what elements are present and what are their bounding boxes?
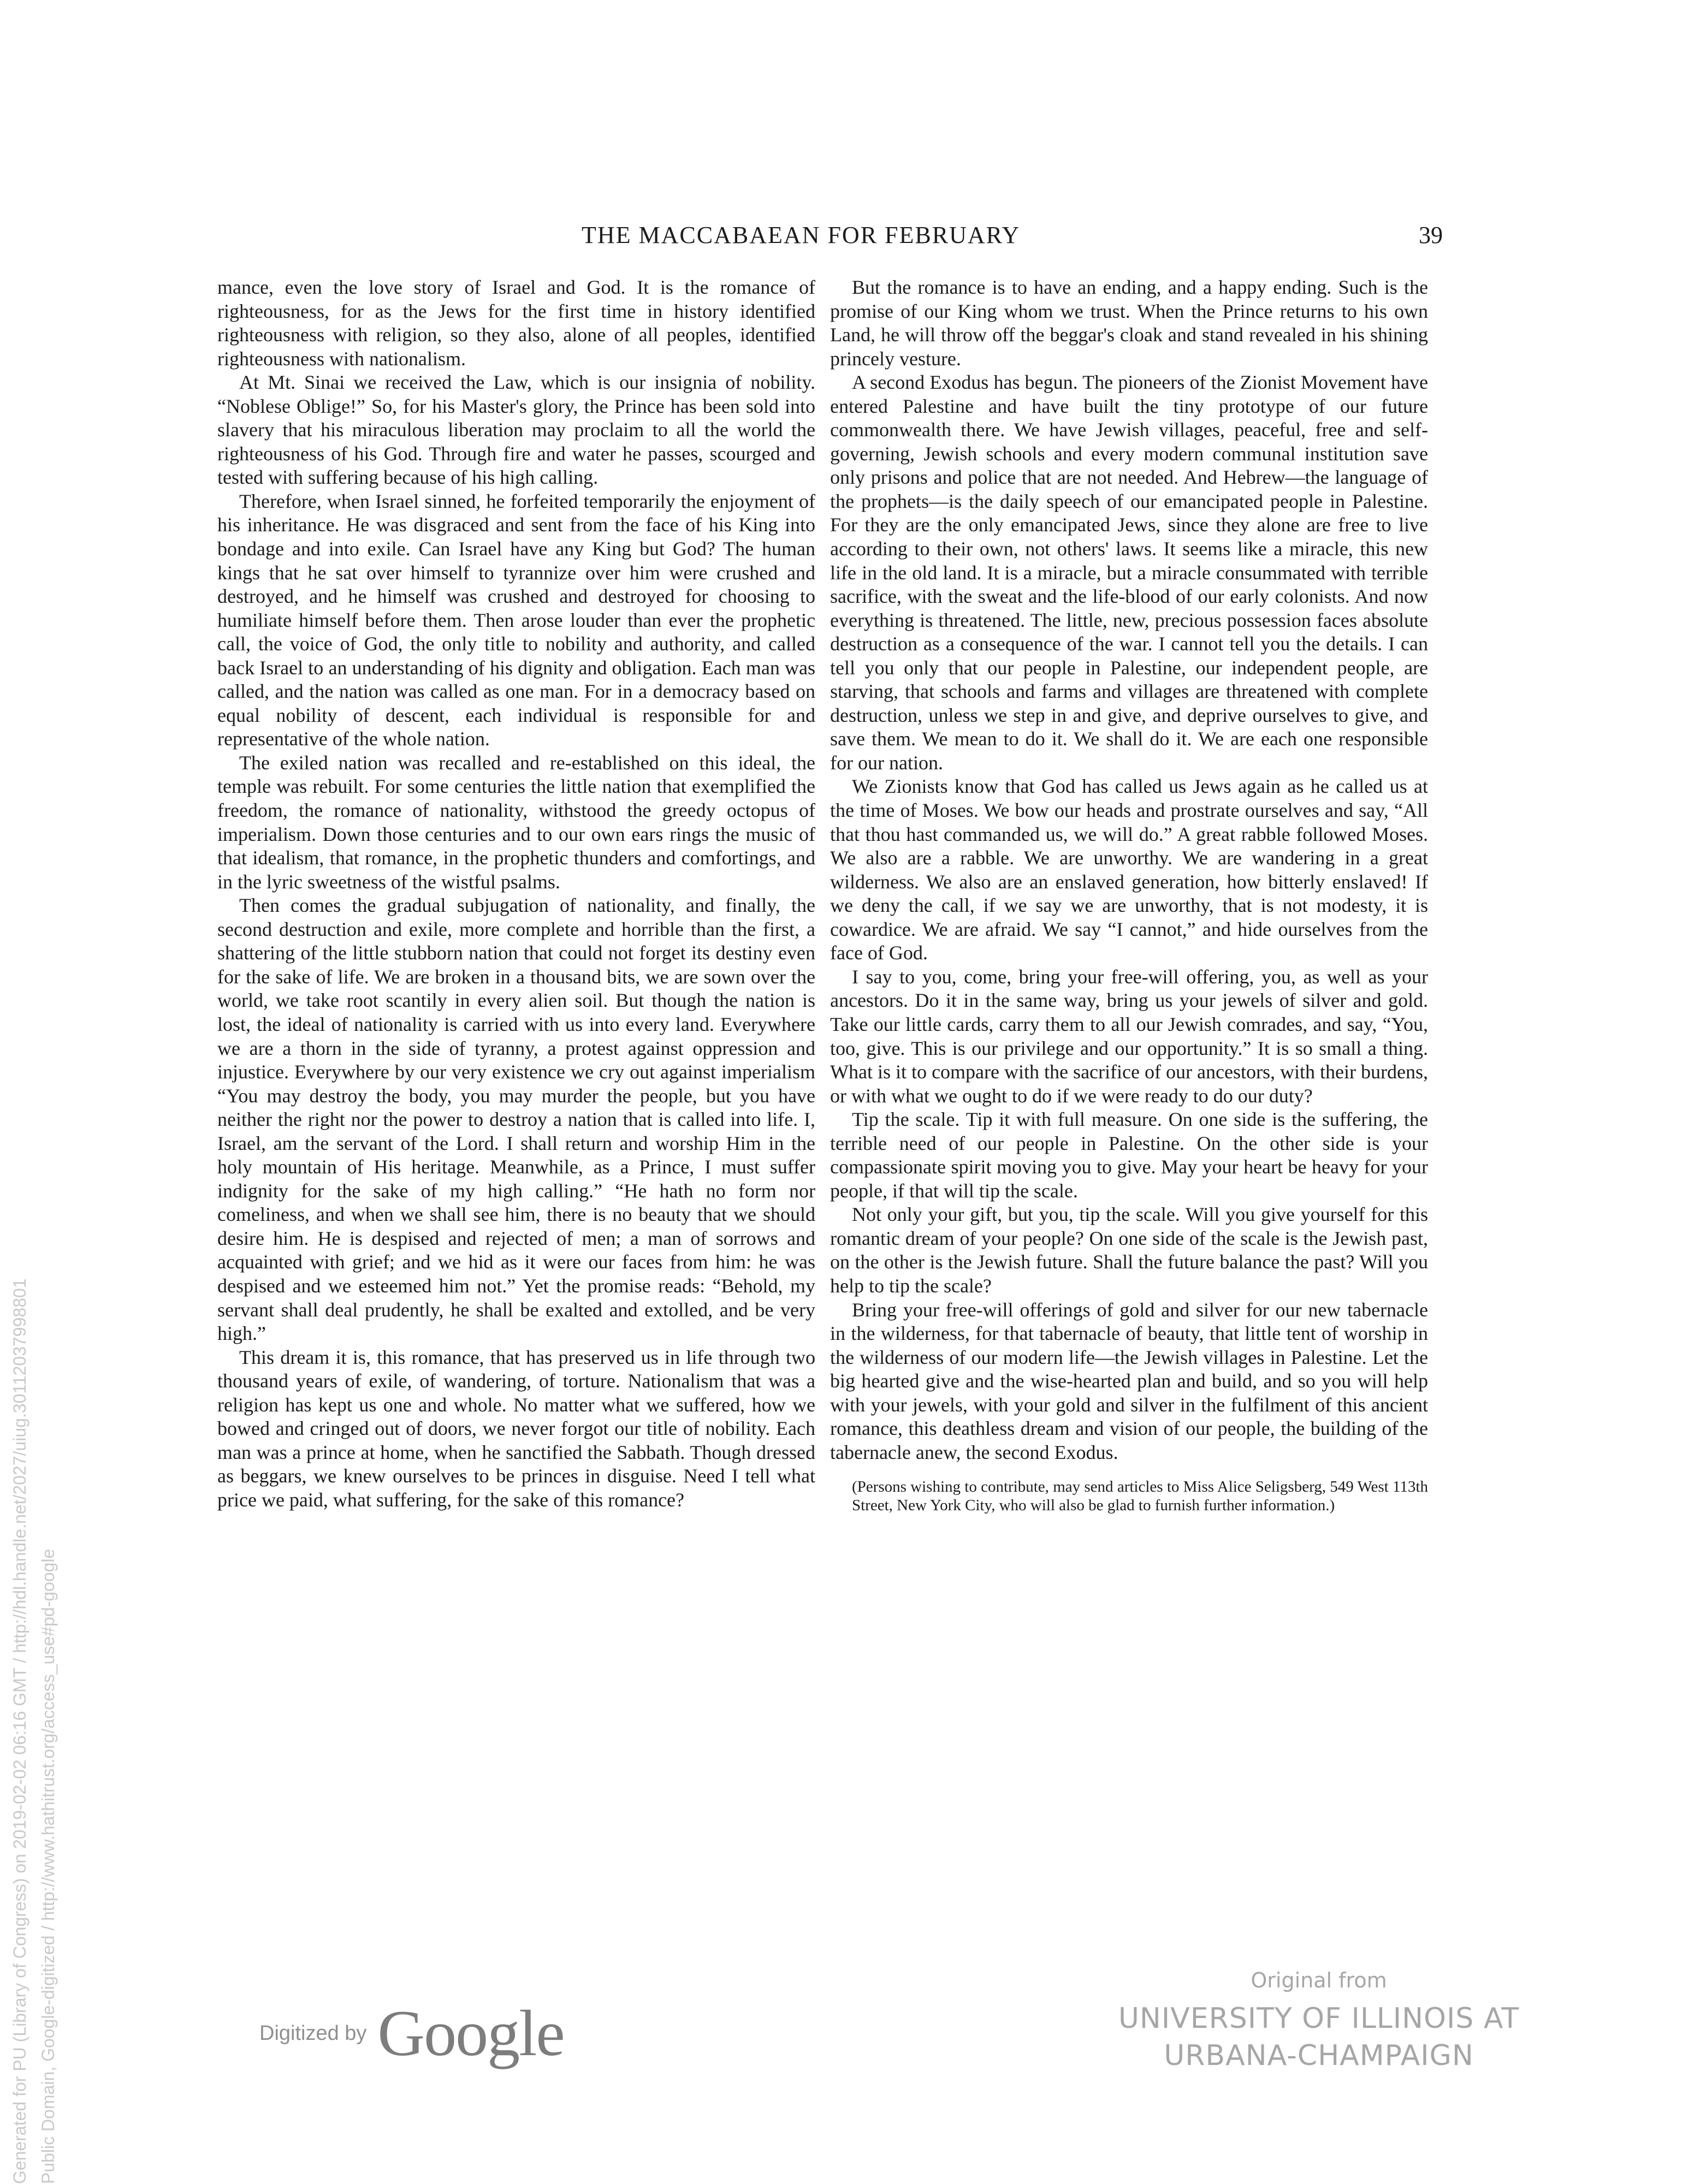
paragraph: At Mt. Sinai we received the Law, which is our insignia of nobility. “Noblese Oblige!” So, for his Master's glory, the Prince has been sold into slavery that his miraculous liberation may proclaim to all the world the righteousness of his God. Through fire and water he passes, scourged and tested with suffering because of his high calling. (217, 371, 815, 489)
paragraph: Bring your free-will offerings of gold and silver for our new tabernacle in the wilderness, for that tabernacle of beauty, that little tent of worship in the wilderness of our modern life—the Jewish villages in Palestine. Let the big hearted give and the wise-hearted plan and build, and so you will help with your jewels, with your gold and silver in the fulfilment of this ancient romance, this deathless dream and vision of our people, the building of the tabernacle anew, the second Exodus. (830, 1298, 1428, 1463)
watermark-line-2: Public Domain, Google-digitized / http://www.hathitrust.org/access_use#pd-google (38, 1548, 58, 2184)
paragraph: A second Exodus has begun. The pioneers of the Zionist Movement have entered Palestine and have built the tiny prototype of our future commonwealth there. We have Jewish villages, peaceful, free and self-governing, Jewish schools and every modern communal institution save only prisons and police that are not needed. And Hebrew—the language of the prophets—is the daily speech of our emancipated people in Palestine. For they are the only emancipated Jews, since they alone are free to live according to their own, not others' laws. It seems like a miracle, this new life in the old land. It is a miracle, but a miracle consummated with terrible sacrifice, with the sweat and the life-blood of our early colonists. And now everything is threatened. The little, new, precious possession faces absolute destruction as a consequence of the war. I cannot tell you the details. I can tell you only that our people in Palestine, our independent people, are starving, that schools and farms and villages are threatened with complete destruction, unless we step in and give, and deprive ourselves to give, and save them. We mean to do it. We shall do it. We are each one responsible for our nation. (830, 371, 1428, 774)
google-logo: Google (377, 1997, 564, 2069)
original-from-mark (1062, 1968, 1576, 2072)
paragraph: We Zionists know that God has called us Jews again as he called us at the time of Moses. We bow our heads and prostrate ourselves and say, “All that thou hast commanded us, we will do.” A great rabble followed Moses. We also are a rabble. We are unworthy. We are wandering in a great wilderness. We also are an enslaved generation, how bitterly enslaved! If we deny the call, if we say we are unworthy, that is not modesty, it is cowardice. We are afraid. We say “I cannot,” and hide ourselves from the face of God. (830, 775, 1428, 964)
paragraph: Not only your gift, but you, tip the scale. Will you give yourself for this romantic dream of your people? On one side of the scale is the Jewish past, on the other is the Jewish future. Shall the future balance the past? Will you help to tip the scale? (830, 1203, 1428, 1297)
paragraph: Tip the scale. Tip it with full measure. On one side is the suffering, the terrible need of our people in Palestine. On the other side is your compassionate spirit moving you to give. May your heart be heavy for your people, if that will tip the scale. (830, 1108, 1428, 1202)
left-column (217, 276, 815, 1512)
paragraph: This dream it is, this romance, that has preserved us in life through two thousand years of exile, of wandering, of torture. Nationalism that was a religion has kept us one and whole. No matter what we suffered, how we bowed and cringed out of doors, we never forgot our title of nobility. Each man was a prince at home, when he sanctified the Sabbath. Though dressed as beggars, we knew ourselves to be princes in disguise. Need I tell what price we paid, what suffering, for the sake of this romance? (217, 1346, 815, 1511)
institution-line-2: URBANA-CHAMPAIGN (1164, 2039, 1474, 2072)
watermark-line-1: Generated for PU (Library of Congress) on 2019-02-02 06:16 GMT / http://hdl.handle.net/2027/uiug.30112037998801 (10, 1278, 29, 2184)
digitized-by-google-mark (259, 1996, 564, 2071)
right-column (830, 276, 1428, 1515)
page-number: 39 (1419, 222, 1443, 248)
digitized-label: Digitized by (259, 2021, 367, 2045)
paragraph: But the romance is to have an ending, and a happy ending. Such is the promise of our King whom we trust. When the Prince returns to his own Land, he will throw off the beggar's cloak and stand revealed in his shining princely vesture. (830, 276, 1428, 370)
running-head: THE MACCABAEAN FOR FEBRUARY (582, 222, 1021, 248)
paragraph: Then comes the gradual subjugation of nationality, and finally, the second destruction and exile, more complete and horrible than the first, a shattering of the little stubborn nation that could not forget its destiny even for the sake of life. We are broken in a thousand bits, we are sown over the world, we take root scantily in every alien soil. But though the nation is lost, the ideal of nationality is carried with us into every land. Everywhere we are a thorn in the side of tyranny, a protest against oppression and injustice. Everywhere by our very existence we cry out against imperialism “You may destroy the body, you may murder the people, but you have neither the right nor the power to destroy a nation that is called into life. I, Israel, am the servant of the Lord. I shall return and worship Him in the holy mountain of His heritage. Meanwhile, as a Prince, I must suffer indignity for the sake of my high calling.” “He hath no form nor comeliness, and when we shall see him, there is no beauty that we should desire him. He is despised and rejected of men; a man of sorrows and acquainted with grief; and we hid as it were our faces from him: he was despised and we esteemed him not.” Yet the promise reads: “Behold, my servant shall deal prudently, he shall be exalted and extolled, and be very high.” (217, 894, 815, 1345)
paragraph: The exiled nation was recalled and re-established on this ideal, the temple was rebuilt. For some centuries the little nation that exemplified the freedom, the romance of nationality, withstood the greedy octopus of imperialism. Down those centuries and to our own ears rings the music of that idealism, that romance, in the prophetic thunders and comfortings, and in the lyric sweetness of the wistful psalms. (217, 751, 815, 893)
paragraph: I say to you, come, bring your free-will offering, you, as well as your ancestors. Do it in the same way, bring us your jewels of silver and gold. Take our little cards, carry them to all our Jewish comrades, and say, “You, too, give. This is our privilege and our opportunity.” It is so small a thing. What is it to compare with the sacrifice of our ancestors, with their burdens, or with what we ought to do if we were ready to do our duty? (830, 965, 1428, 1107)
paragraph: Therefore, when Israel sinned, he forfeited temporarily the enjoyment of his inheritance. He was disgraced and sent from the face of his King into bondage and into exile. Can Israel have any King but God? The human kings that he sat over himself to tyrannize over him were crushed and destroyed, and he himself was crushed and destroyed for choosing to humiliate himself before them. Then arose louder than ever the prophetic call, the voice of God, the only title to nobility and authority, and called back Israel to an understanding of his dignity and obligation. Each man was called, and the nation was called as one man. For in a democracy based on equal nobility of descent, each individual is responsible for and representative of the whole nation. (217, 490, 815, 750)
side-watermark (5, 819, 62, 2184)
footnote: (Persons wishing to contribute, may send articles to Miss Alice Seligsberg, 549 West 113th Street, New York City, who will also be glad to furnish further information.) (852, 1478, 1428, 1515)
institution-line-1: UNIVERSITY OF ILLINOIS AT (1118, 2002, 1520, 2035)
original-from-label: Original from (1251, 1968, 1387, 1992)
paragraph: mance, even the love story of Israel and God. It is the romance of righteousness, for as the Jews for the first time in history identified righteousness with religion, so they also, alone of all peoples, identified righteousness with nationalism. (217, 276, 815, 370)
